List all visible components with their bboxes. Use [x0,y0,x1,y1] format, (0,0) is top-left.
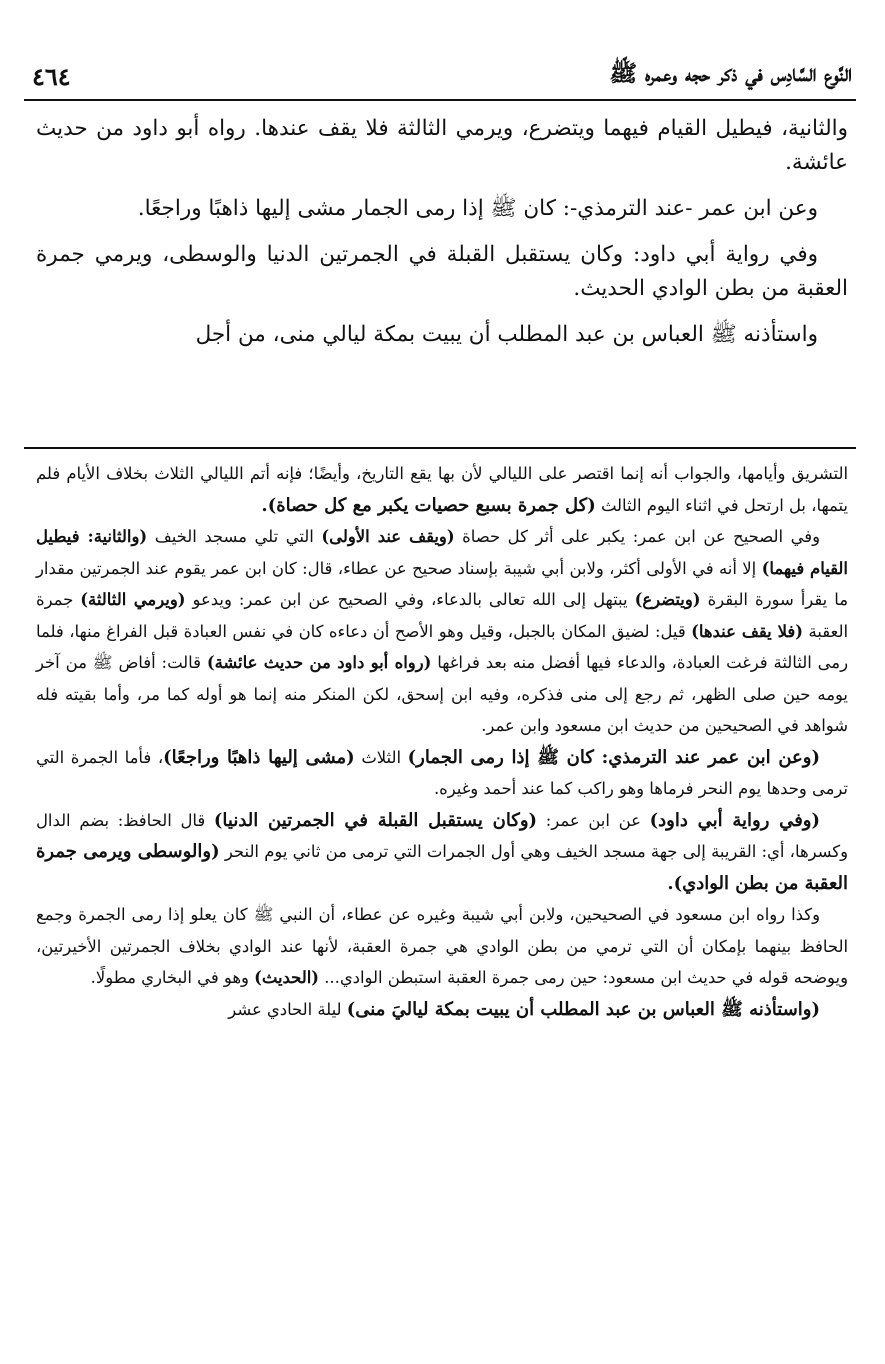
text-commentary-divider [24,447,856,449]
quoted-text: (رواه أبو داود من حديث عائشة) [206,653,432,672]
commentary-paragraph: (وعن ابن عمر عند الترمذي: كان ﷺ إذا رمى الجمار) الثلاث (مشى إليها ذاهبًا وراجعًا)، فأما الجمرة التي ترمى وحدها يوم النحر فرماها وهو راكب كما عند أحمد وغيره. [36,746,848,798]
commentary-paragraph: (وفي رواية أبي داود) عن ابن عمر: (وكان يستقبل القبلة في الجمرتين الدنيا) قال الحافظ: بضم الدال وكسرها، أي: القريبة إلى جهة مسجد الخيف وهي أول الجمرات التي ترمى من ثاني يوم النحر (والوسطى ويرمى جمرة العقبة من بطن الوادي). [36,809,848,894]
commentary [36,458,848,1025]
commentary-paragraph: وفي الصحيح عن ابن عمر: يكبر على أثر كل حصاة (ويقف عند الأولى) التي تلي مسجد الخيف (والثانية: فيطيل القيام فيهما) إلا أنه في الأولى أكثر، ولابن أبي شيبة بإسناد صحيح عن عطاء، قال: كان ابن عمر يقوم عند الجمرتين مقدار ما يقرأ سورة البقرة (ويتضرع) يبتهل إلى الله تعالى بالدعاء، وفي الصحيح عن ابن عمر: ويدعو (ويرمي الثالثة) جمرة العقبة (فلا يقف عندها) قيل: لضيق المكان بالجبل، وقيل وهو الأصح أن دعاءه كان في نفس العبادة قبل الفراغ منها، فلما رمى الثالثة فرغت العبادة، والدعاء فيها أفضل منه بعد فراغها (رواه أبو داود من حديث عائشة) قالت: أفاض ﷺ من آخر يومه حين صلى الظهر، ثم رجع إلى منى فذكره، وفيه ابن إسحق، لكن المنكر منه إنما هو أوله كما مر، وأما بقيته فله شواهد في الصحيحين من حديث ابن مسعود وابن عمر. [36,527,849,735]
quoted-text: (واستأذنه ﷺ العباس بن عبد المطلب أن يبيت بمكة لياليَ منى) [346,998,820,1020]
quoted-text: (ويرمي الثالثة) [80,590,186,609]
quoted-text: (ويقف عند الأولى) [321,527,455,546]
quoted-text: (والوسطى ويرمى جمرة العقبة من بطن الوادي). [36,841,848,894]
main-paragraph: والثانية، فيطيل القيام فيهما ويتضرع، ويرمي الثالثة فلا يقف عندها. رواه أبو داود من حديث عائشة. [36,116,848,175]
main-paragraph: وعن ابن عمر -عند الترمذي-: كان ﷺ إذا رمى الجمار مشى إليها ذاهبًا وراجعًا. [137,196,818,221]
main-paragraph: وفي رواية أبي داود: وكان يستقبل القبلة في الجمرتين الدنيا والوسطى، ويرمي جمرة العقبة من بطن الوادي الحديث. [36,242,848,301]
main-text [36,112,848,364]
commentary-paragraph: (واستأذنه ﷺ العباس بن عبد المطلب أن يبيت بمكة لياليَ منى) ليلة الحادي عشر [228,998,820,1020]
quoted-text: (وفي رواية أبي داود) [649,809,821,831]
quoted-text: (الحديث) [254,968,320,987]
commentary-paragraph: التشريق وأيامها، والجواب أنه إنما اقتصر على الليالي لأن بها يقع التاريخ، وأيضًا؛ فإنه أتم الليالي الثلاث بخلاف الأيام فلم يتمها، بل ارتحل في اثناء اليوم الثالث (كل جمرة بسبع حصيات يكبر مع كل حصاة). [36,464,848,516]
quoted-text: (ويتضرع) [634,590,701,609]
quoted-text: (مشى إليها ذاهبًا وراجعًا) [163,746,355,768]
quoted-text: (فلا يقف عندها) [691,621,804,641]
main-paragraph: واستأذنه ﷺ العباس بن عبد المطلب أن يبيت بمكة ليالي منى، من أجل [195,322,818,347]
quoted-text: (والثانية: فيطيل القيام فيهما) [36,527,848,578]
commentary-paragraph: وكذا رواه ابن مسعود في الصحيحين، ولابن أبي شيبة وغيره عن عطاء، أن النبي ﷺ كان يعلو إذا رمى الجمرة وجمع الحافظ بينهما بإمكان أن التي ترمي من بطن الوادي هي جمرة العقبة، لأنها عند الوادي بخلاف الجمرتين الأخيرتين، ويوضحه قوله في حديث ابن مسعود: حين رمى جمرة العقبة استبطن الوادي... (الحديث) وهو في البخاري مطولًا. [36,905,848,987]
page-header [32,54,852,98]
page-number: ٤٦٤ [32,61,71,91]
header-rule [24,99,856,101]
quoted-text: (وعن ابن عمر عند الترمذي: كان ﷺ إذا رمى الجمار) [407,746,820,768]
quoted-text: (كل جمرة بسبع حصيات يكبر مع كل حصاة). [261,494,596,516]
quoted-text: (وكان يستقبل القبلة في الجمرتين الدنيا) [213,809,538,831]
running-title: النَّوع السَّادِس في ذكر حجه وعمره ﷺ [609,60,852,87]
